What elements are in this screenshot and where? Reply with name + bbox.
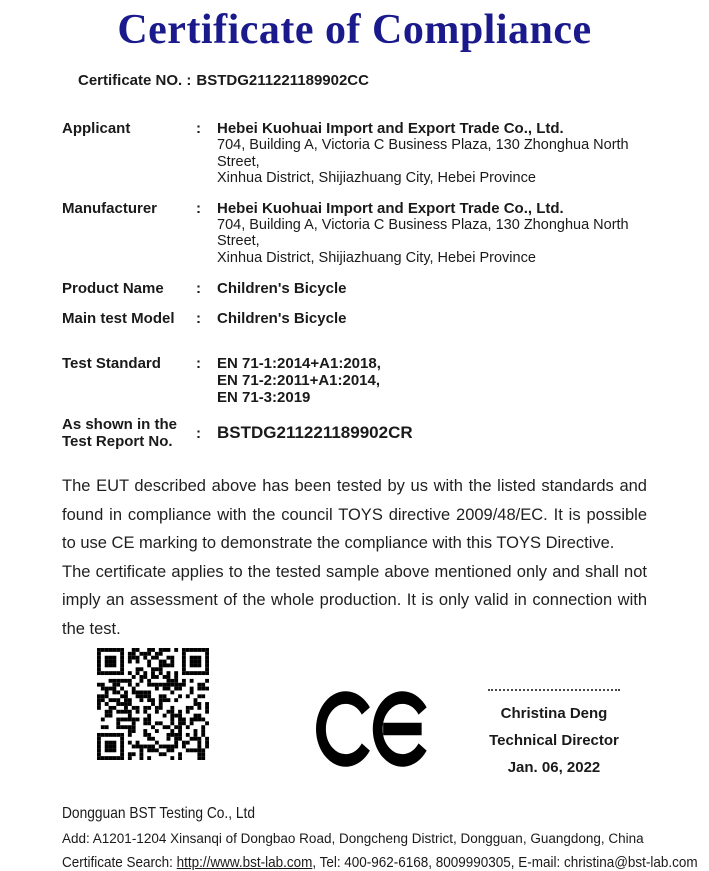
- main-test-model-text: Children's Bicycle: [217, 310, 347, 327]
- signature-date: Jan. 06, 2022: [507, 759, 601, 776]
- test-report-label-line1: As shown in the: [62, 416, 178, 433]
- test-report-value: BSTDG211221189902CR: [217, 422, 413, 442]
- field-row-applicant: [62, 120, 647, 187]
- field-row-manufacturer: [62, 200, 647, 267]
- footer-company-name: Dongguan BST Testing Co., Ltd: [62, 805, 256, 822]
- colon-separator: :: [196, 199, 201, 217]
- certificate-search-label: Certificate Search:: [62, 855, 177, 871]
- colon-separator: :: [196, 120, 201, 137]
- test-standard-label: Test Standard: [62, 355, 161, 372]
- applicant-name: Hebei Kuohuai Import and Export Trade Co., Ltd.: [217, 120, 564, 137]
- certificate-fields: [62, 120, 647, 450]
- footer-contact-line: [62, 855, 698, 871]
- certificate-search-link[interactable]: http://www.bst-lab.com: [176, 855, 313, 871]
- signatory-name: Christina Deng: [500, 705, 608, 722]
- product-name-text: Children's Bicycle: [217, 280, 347, 297]
- colon-separator: :: [196, 280, 201, 297]
- product-name-value: [217, 280, 647, 297]
- footer-address: Add: A1201-1204 Xinsanqi of Dongbao Road, Dongcheng District, Dongguan, Guangdong, China: [62, 831, 644, 846]
- footer-contact-text: , Tel: 400-962-6168, 8009990305, E-mail: christina@bst-lab.com: [312, 855, 698, 871]
- applicant-value: [217, 120, 647, 187]
- ce-mark-icon: [316, 685, 432, 773]
- test-standard-line1: EN 71-1:2014+A1:2018,: [217, 355, 381, 372]
- footer: [62, 805, 698, 871]
- main-test-model-value: [217, 310, 647, 327]
- test-standard-line3: EN 71-3:2019: [217, 389, 311, 406]
- main-test-model-label: Main test Model: [62, 310, 175, 327]
- test-report-label-line2: Test Report No.: [62, 433, 173, 450]
- signature-line: [488, 689, 620, 691]
- statement-paragraph-2: The certificate applies to the tested sample above mentioned only and shall not imply an assessment of the whole production. It is only valid in connection with the test.: [62, 562, 647, 638]
- manufacturer-address-line1: 704, Building A, Victoria C Business Plaza, 130 Zhonghua North Street,: [217, 216, 629, 249]
- field-row-main-test-model: [62, 310, 647, 327]
- test-report-label: [62, 416, 196, 450]
- manufacturer-name: Hebei Kuohuai Import and Export Trade Co., Ltd.: [217, 199, 564, 217]
- field-row-product-name: [62, 280, 647, 297]
- applicant-label: Applicant: [62, 120, 131, 137]
- compliance-statement: [62, 472, 647, 643]
- certificate-number-value: BSTDG211221189902CC: [196, 72, 369, 89]
- field-row-test-standard: [62, 355, 647, 406]
- certificate-marks-area: [62, 647, 647, 779]
- applicant-address-line1: 704, Building A, Victoria C Business Plaza, 130 Zhonghua North Street,: [217, 137, 629, 170]
- manufacturer-address-line2: Xinhua District, Shijiazhuang City, Hebei Province: [217, 249, 536, 266]
- certificate-number-label: Certificate NO. :: [78, 72, 192, 89]
- product-name-label: Product Name: [62, 280, 164, 297]
- certificate-page: [0, 6, 709, 871]
- certificate-title: Certificate of Compliance: [117, 7, 592, 53]
- test-standard-line2: EN 71-2:2011+A1:2014,: [217, 372, 381, 389]
- statement-paragraph-1: The EUT described above has been tested by us with the listed standards and found in compliance with the council TOYS directive 2009/48/EC. It is possible to use CE marking to demonstrate the compliance with this TOYS Directive.: [62, 477, 647, 552]
- manufacturer-label: Manufacturer: [62, 199, 158, 217]
- test-standard-value: [217, 355, 647, 406]
- manufacturer-value: [217, 200, 647, 267]
- colon-separator: :: [196, 424, 201, 442]
- colon-separator: :: [196, 355, 201, 372]
- qr-code: [97, 648, 209, 760]
- certificate-number-line: [62, 72, 647, 89]
- applicant-address-line2: Xinhua District, Shijiazhuang City, Hebei Province: [217, 170, 536, 186]
- signatory-title: Technical Director: [489, 732, 619, 749]
- signature-block: [479, 689, 629, 781]
- field-row-test-report: [62, 416, 647, 450]
- colon-separator: :: [196, 310, 201, 327]
